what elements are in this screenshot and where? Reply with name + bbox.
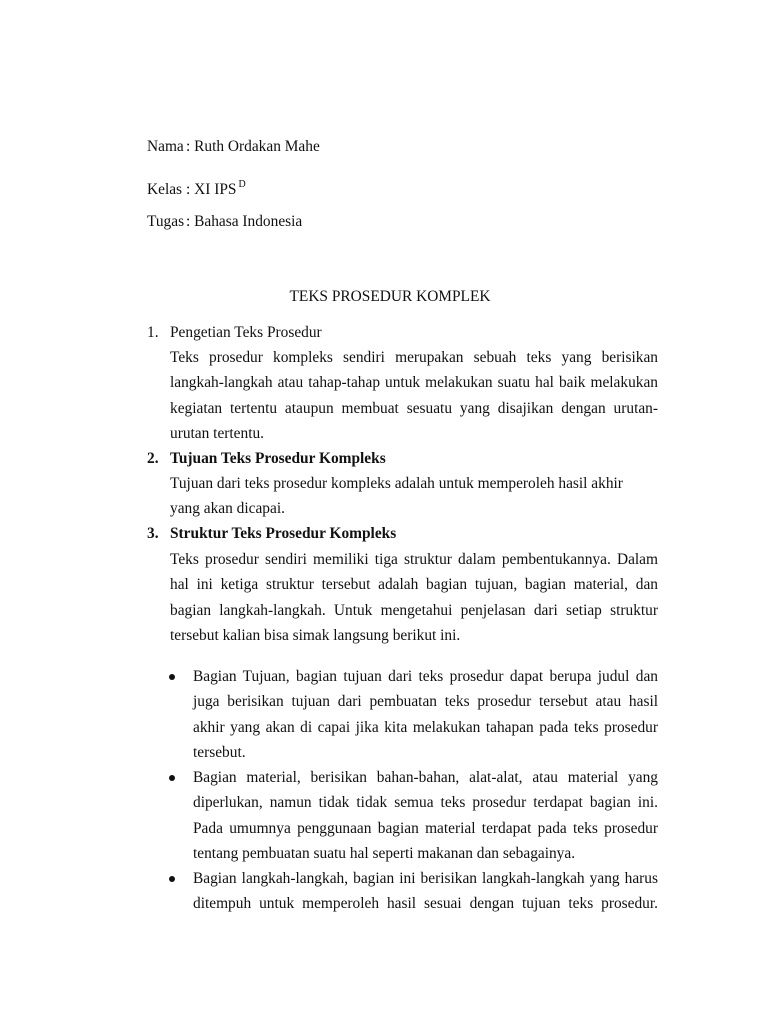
paragraph-line: Teks prosedur sendiri memiliki tiga struktur dalam pembentukannya. Dalam (170, 551, 658, 568)
header-tugas-row (147, 212, 302, 232)
section-1-title: Pengetian Teks Prosedur (170, 324, 322, 341)
section-2-title: Tujuan Teks Prosedur Kompleks (170, 450, 386, 467)
bullet-line: Bagian Tujuan, bagian tujuan dari teks prosedur dapat berupa judul dan (193, 668, 658, 685)
paragraph-line: yang akan dicapai. (170, 500, 285, 518)
bullet-line: tersebut. (193, 743, 246, 761)
nama-label: Nama (147, 138, 184, 155)
bullet-line: Pada umumnya penggunaan bagian material terdapat pada teks prosedur (193, 819, 658, 837)
section-1-number: 1. (147, 324, 159, 341)
bullet-1-paragraph (193, 664, 658, 765)
bullet-line: akhir yang akan di capai jika kita melakukan tahapan pada teks prosedur (193, 718, 658, 736)
bullet-icon (169, 775, 175, 781)
section-3-number: 3. (147, 525, 159, 542)
section-3-heading (147, 524, 396, 544)
section-2-paragraph (170, 471, 658, 522)
kelas-label: Kelas (147, 181, 183, 198)
section-2-heading (147, 449, 386, 469)
bullet-2-paragraph (193, 765, 658, 866)
document-title: TEKS PROSEDUR KOMPLEK (289, 288, 491, 305)
bullet-line: juga berisikan tujuan dari pembuatan teks prosedur tersebut atau hasil (193, 693, 658, 711)
paragraph-line: hal ini ketiga struktur tersebut adalah bagian tujuan, bagian material, dan (170, 576, 658, 594)
paragraph-line: kegiatan tertentu ataupun membuat sesuatu yang disajikan dengan urutan- (170, 399, 658, 417)
tugas-label: Tugas (147, 213, 185, 230)
section-3-title: Struktur Teks Prosedur Kompleks (170, 525, 397, 542)
section-3-paragraph (170, 547, 658, 648)
kelas-superscript: D (238, 179, 246, 190)
section-2-number: 2. (147, 450, 159, 467)
paragraph-line: urutan tertentu. (170, 424, 265, 442)
bullet-line: diperlukan, namun tidak tidak semua teks prosedur terdapat bagian ini. (193, 794, 658, 812)
bullet-line: Bagian material, berisikan bahan-bahan, alat-alat, atau material yang (193, 769, 658, 786)
bullet-line: tentang pembuatan suatu hal seperti makanan dan sebagainya. (193, 844, 576, 862)
bullet-3-paragraph (193, 866, 658, 917)
header-nama-row (147, 137, 320, 157)
bullet-line: ditempuh untuk memperoleh hasil sesuai dengan tujuan teks prosedur. (193, 895, 658, 913)
paragraph-line: tersebut kalian bisa simak langsung berikut ini. (170, 626, 461, 644)
nama-value: : Ruth Ordakan Mahe (186, 138, 320, 155)
bullet-line: Bagian langkah-langkah, bagian ini berisikan langkah-langkah yang harus (193, 870, 658, 887)
bullet-icon (169, 674, 175, 680)
section-1-paragraph (170, 345, 658, 446)
paragraph-line: langkah-langkah atau tahap-tahap untuk melakukan suatu hal baik melakukan (170, 374, 658, 392)
paragraph-line: Teks prosedur kompleks sendiri merupakan sebuah teks yang berisikan (170, 349, 658, 366)
paragraph-line: bagian langkah-langkah. Untuk mengetahui penjelasan dari setiap struktur (170, 601, 658, 619)
paragraph-line: Tujuan dari teks prosedur kompleks adalah untuk memperoleh hasil akhir (170, 475, 623, 492)
section-1-heading (147, 323, 322, 343)
tugas-value: : Bahasa Indonesia (186, 213, 303, 230)
bullet-icon (169, 876, 175, 882)
header-kelas-row (147, 175, 246, 200)
kelas-value: : XI IPS (186, 181, 237, 198)
